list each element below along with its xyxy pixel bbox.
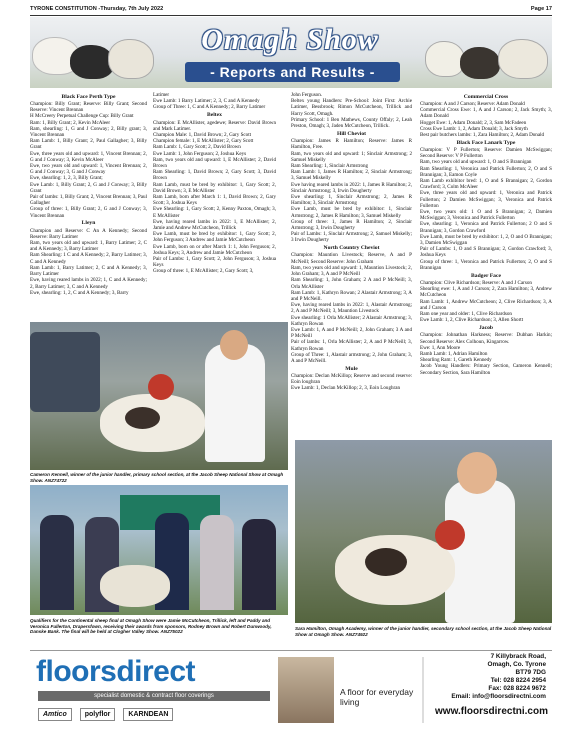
- result-entry: Ewe, three years old and upward: 1, Veronica and Patrick Fullerton; 2 Damien McSwiggan; 3, Veronica and Patrick Fullerton: [420, 190, 552, 209]
- logo-text-direct: direct: [116, 655, 196, 688]
- section-heading: Badger Face: [471, 272, 501, 279]
- result-entry: Pair of Lambs: 1, O and S Brannigan; 2, Gordon Crawford; 3, Joshua Keys: [420, 246, 552, 259]
- result-entry: Shearling Ram: 1, Gareth Kennedy: [420, 357, 492, 364]
- result-entry: Ram Shearling: 1, John Graham; 2 A and P McNeill; 3, Orla McAllister: [291, 277, 412, 290]
- result-entry: Champion: A and J Carson; Reserve: Adam Donald: [420, 100, 525, 107]
- result-entry: Hogget Ewe: 1, Adam Donald; 2, 3, Sam McFadeen: [420, 119, 527, 126]
- result-entry: Ram Shearling: 1, Sinclair Armstrong: [291, 162, 369, 169]
- result-entry: Champion: Mauntion Livestock; Reserve, A and P McNeill; Second Reserve: John Graham: [291, 252, 412, 265]
- result-entry: Ewe Lamb: 1 Barry Latimer; 2, 3, C and A Kennedy: [153, 98, 260, 105]
- result-entry: Latimer: [153, 92, 170, 98]
- sheep-image: [108, 39, 154, 79]
- result-entry: Ram Shearling: 1, Veronica and Patrick Fullerton; 2, O and S Brannigan; 3, Eamon Coyle: [420, 165, 552, 178]
- result-entry: Ewe, shearling: 1, Veronica and Patrick Fullerton; 2 O and S Brannigan; 3, Gordon Crawford: [420, 221, 552, 234]
- result-entry: Ewe shearling: 1 Orla McAllister; 2 Alastair Armstrong; 3, Kathryn Rowan: [291, 314, 412, 327]
- advert-brands: [38, 704, 270, 724]
- result-entry: Ewe Lamb: 1, 2, Clive Richardson; 3, Allen Shortt: [420, 317, 524, 324]
- result-entry: Group of three: 1, E McAllister; 2, Gary Scott; 3,: [153, 268, 254, 275]
- section-heading: Beltex: [207, 112, 222, 119]
- result-entry: Ewe Lamb, born on or after March 1: 1, John Ferguson; 2, Joshua Keys; 3, Andrew and Jamie McCutcheon: [153, 243, 276, 256]
- photo-continental-qualifiers: [30, 485, 288, 615]
- result-entry: Ram Lamb: 1, Gary Scott; 2, David Brown: [153, 144, 241, 151]
- result-entry: Ram Lamb, born after March 1: 1, David Brown; 2, Gary Scott; 3, Joshua Keys: [153, 193, 276, 207]
- result-entry: Ram Lamb: 1, Andrew McCutcheon; 2, Clive Richardson; 3, A and J Carson: [420, 298, 552, 311]
- result-entry: Pair of Lambs: 1, Sinclair Armstrong; 2, Samuel Miskelly; 3 Irwin Dougherty: [291, 231, 412, 244]
- result-entry: Ewe Lamb: 1, Declan McKillop; 2, 3, Eoin Loughran: [291, 385, 401, 392]
- result-entry: Ram Shearling: 1, David Brown; 2, Gary Scott; 3, David Brown: [153, 169, 276, 182]
- result-entry: Ram Lamb exhibitor bred: 1, O and S Brannigan; 2, Gordon Crawford; 3, Colm McAleer: [420, 178, 552, 191]
- result-entry: Champion Male: 1, David Brown; 2, Gary Scott: [153, 131, 252, 138]
- banner-title: Omagh Show: [201, 23, 379, 56]
- result-entry: Jacob Young Handlers: Primary Section, Cameron Kennell; Secondary Section, Sara Hamilton: [420, 363, 552, 376]
- photo-figure: [205, 344, 265, 462]
- section-heading: Lleyn: [81, 220, 96, 227]
- result-entry: Ewe, having reared lambs in 2022; 1, C and A Kennedy; 2, Barry Latimer; 3, C and A Kennedy: [30, 277, 147, 290]
- result-entry: Ram one year and older: 1, Clive Richardson: [420, 311, 512, 318]
- logo-text-floors: floors: [36, 655, 117, 688]
- result-entry: Ewe Lamb: 1, Billy Grant; 2, G and J Conway; 3, Billy Grant: [30, 181, 147, 194]
- photo-figure-head: [457, 452, 497, 494]
- header-publication: TYRONE CONSTITUTION -Thursday, 7th July 2022: [30, 6, 164, 12]
- floorsdirect-advert: [30, 650, 552, 728]
- result-entry: Ram, two years old and upward: 1, O and S Brannigan: [420, 159, 532, 166]
- result-entry: Champion: Declan McKillop; Reserve and second reserve: Eoin loughran: [291, 373, 412, 386]
- result-entry: Pair of lambs: 1, Billy Grant; 2, Vincent Brennan; 3, Paul Gallagher: [30, 193, 147, 207]
- result-entry: H McCreery Perpetual Challenge Cup: Billy Grant: [30, 113, 134, 120]
- photo-rosette: [148, 374, 174, 400]
- result-entry: Group of three: 1, Veronica and Patrick Fullerton; 2, O and S Brannigan: [420, 258, 552, 271]
- result-entry: Ewe, two years old and upward: 1, Vincent Brennan; 2, G and J Conway; 3, G and J Conway: [30, 162, 147, 176]
- result-entry: Ewe, shearling: 1, 2, C and A Kennedy; 3, Barry: [30, 289, 129, 296]
- result-entry: Commercial Cross Ewe: 1, A and J Carson; 2, Jack Smyth; 3, Adam Donald: [420, 107, 552, 120]
- photo-figure: [445, 480, 515, 623]
- photo-sheep: [100, 565, 170, 607]
- photo-figure-head: [220, 330, 248, 360]
- advert-tel: Tel: 028 8224 2954: [490, 677, 546, 684]
- result-entry: Cross Ewe Lamb: 1, 2, Adam Donald; 3, Jack Smyth: [420, 125, 528, 132]
- result-entry: Champion and Reserve: C An A Kennedy; Second Reserve: Barry Latimer: [30, 227, 147, 240]
- result-entry: Ewe, three years old and upward: 1, Vincent Brennan; 2, G and J Conway; 3, Kevin McAleer: [30, 150, 147, 163]
- photo-figure: [242, 519, 276, 610]
- advert-slogan: A floor for everyday living: [340, 687, 414, 707]
- result-entry: Ewe Lamb, must be bred by exhibitor: 1, Sinclair Armstrong; 2, James R Hamilton; 3, Samuel Miskelly: [291, 206, 412, 219]
- caption-2: Qualifiers for the Continental sheep final at Omagh Show were Jamie McCutcheon, Trillick, left and Paddy and Veronica Fullerton, Drapersfown, receiving their awards from sponsors, Rodney Brown and Robert Dunwoody, Danske Bank. The final will be held at Clogher Valley Show. ANZ75022: [30, 618, 272, 635]
- advert-fax: Fax: 028 8224 9672: [488, 685, 546, 692]
- result-entry: Ewe Lamb: 1, A and P McNeill; 2, John Graham; 3 A and P McNeill: [291, 326, 412, 340]
- result-entry: Ewe, having reared lambs in 2022: 1, E McAllister; 2, Jamie and Andrew McCutcheon, Trillick: [153, 218, 276, 231]
- brand-logo: KARNDEAN: [123, 708, 173, 721]
- header-page-number: Page 17: [530, 6, 552, 12]
- photo-figure: [200, 515, 234, 610]
- show-banner: [30, 17, 552, 88]
- result-entry: Champion: Johnathan Harkness; Reserve: Dubhan Harkin; Second Reserve: Alex Colhoun, Kingarrow.: [420, 332, 552, 345]
- advert-tagline: specialist domestic & contract floor coverings: [38, 691, 270, 701]
- result-entry: Ewe, two years old: 1 O and S Brannigan; 2, Damien McSwiggan; 3, Veronica and Patrick Fullerton: [420, 209, 552, 222]
- result-entry: Ram Lamb: 1, Billy Grant; 2, Paul Gallagher; 3, Billy Grant: [30, 138, 147, 151]
- result-entry: Group of three: 1, Billy Grant; 2, G and J Conway; 3, Vincent Brennan: [30, 206, 147, 219]
- section-heading: Black Face Lanark Type: [456, 139, 516, 146]
- sheep-image: [460, 47, 500, 79]
- result-entry: Ram: 1, Billy Grant; 2, Kevin McAleer: [30, 119, 111, 126]
- result-entry: Beltex young Handlers: Pre-School: Joint First: Archie Latimer, Bessbrook; Rimon McCutcheon, Trillick and Harry Scott, Omagh.: [291, 98, 412, 117]
- result-entry: Ewe having reared lambs in 2022: 1, James R Hamilton; 2, Sinclair Armstrong; 3, Irwin Dougherty: [291, 181, 412, 194]
- results-column-1: [30, 92, 147, 317]
- result-entry: Ram, two years old and upward: 1, E McAllister; 2, David Brown: [153, 156, 276, 169]
- page-header: [30, 6, 552, 16]
- result-entry: Ewe Shearling: 1, Gary Scott; 2, Kenny Paxton, Omagh; 3, E McAllister: [153, 206, 276, 219]
- caption-3: Sara Hamilton, Omagh Academy, winner of the junior handler, secondary school section, at the Jacob Sheep National Show at Omagh Show. ANZ74922: [295, 626, 552, 637]
- results-column-4: [420, 92, 552, 437]
- floorsdirect-logo: [36, 655, 266, 691]
- result-entry: Champion: V P Fullerton; Reserve: Damien McSwiggan; Second Reserve: V P Fullerton: [420, 147, 552, 160]
- photo-crowd: [30, 332, 100, 412]
- caption-1: Cameron Kennell, winner of the junior handler, primary school section, at the Jacob Sheep National Show at Omagh Show. ANZ74722: [30, 472, 284, 483]
- result-entry: Ram Lamb: 1, James R Hamilton; 2, Sinclair Armstrong; 3, Samuel Miskelly: [291, 169, 412, 182]
- result-entry: Champion female: 1, E McAllister; 2, Gary Scott: [153, 138, 254, 145]
- advert-website-link[interactable]: www.floorsdirectni.com: [435, 706, 548, 717]
- result-entry: Best pair butchers lambs: 1, Zara Hamilton; 2, Adam Donald: [420, 131, 545, 138]
- result-entry: Champion: James R Hamilton; Reserve: James R Hamilton, Free.: [291, 138, 412, 151]
- result-entry: Ram, two years old and upward: 1, Barry Latimer; 2, C and A Kennedy; 3, Barry Latimer: [30, 240, 147, 253]
- result-entry: John Ferguson.: [291, 92, 323, 98]
- results-column-2: [153, 92, 276, 317]
- result-entry: Ram Lamb: 1, Kathryn Rowan; 2 Alastair Armstrong; 3, A and P McNeill.: [291, 289, 412, 302]
- result-entry: Ram, two years old and upward: 1, Mauntion Livestock; 2, John Graham; 3, A and P McNeill: [291, 264, 412, 278]
- result-entry: Ewe Lamb, must be bred by exhibitor: 1, Gary Scott; 2, John Ferguson; 3 Andrew and Jamie McCutcheon: [153, 231, 276, 244]
- brand-logo: polyflor: [80, 708, 116, 721]
- result-entry: Ewe: 1, Ann Moore: [420, 344, 461, 351]
- sheep-image: [425, 41, 465, 77]
- result-entry: Ewe shearling: 1, Sinclair Armstrong; 2, James R Hamilton; 3, Sinclair Armstrong: [291, 193, 412, 207]
- result-entry: Champion: E McAllister, agedewe; Reserve: David Brown and Mark Latimer.: [153, 119, 276, 132]
- result-entry: Ewe, having reared lambs in 2022: 1, Alastair Armstrong; 2, A and P McNeill; 3, Mauntion Livestock: [291, 302, 412, 315]
- photo-sheep-patch: [125, 407, 160, 429]
- advert-address-line: Omagh, Co. Tyrone: [487, 661, 546, 668]
- advert-email[interactable]: Email: info@floorsdirectni.com: [451, 693, 546, 700]
- advert-contact: [426, 653, 546, 701]
- result-entry: Ewe Lamb: 1, John Ferguson; 2, Joshua Keys: [153, 150, 247, 157]
- section-heading: North Country Cheviot: [323, 245, 380, 252]
- result-entry: Pair of Lambs: 1, Gary Scott; 2, John Ferguson; 3, Joshua Keys: [153, 255, 276, 269]
- result-entry: Ram Shearling: 1 C and A Kennedy; 2, Barry Latimer; 3, C and A Kennedy: [30, 252, 147, 265]
- section-heading: Hill Cheviot: [336, 130, 367, 137]
- section-heading: Black Face Perth Type: [61, 93, 116, 100]
- section-heading: Jacob: [479, 324, 493, 331]
- banner-subtitle: - Reports and Results -: [185, 62, 400, 82]
- brand-logo: Amtico: [38, 708, 72, 721]
- result-entry: Shearling ewe: 1, A and J Carson; 2, Zara Hamilton; 3, Andrew McCutcheon: [420, 286, 552, 299]
- result-entry: Group of Three: 1, Alastair armstrong; 2, John Graham; 3, A and P McNeill.: [291, 351, 412, 364]
- advert-house-image: [278, 657, 334, 723]
- results-column-3: [291, 92, 412, 494]
- result-entry: Group of Three: 1, C and A Kennedy; 2, Barry Latimer: [153, 104, 266, 111]
- photo-sheep-patch: [365, 548, 407, 576]
- result-entry: Group of three: 1, James R Hamilton; 2, Sinclair Armstrong; 3, Irwin Dougherty: [291, 218, 412, 231]
- result-entry: Primary School: 1 Ben Mathews, County Offaly; 2, Leah Preston, Omagh; 3, Jaden McCutcheon, Trillick.: [291, 116, 412, 130]
- section-heading: Mule: [345, 365, 358, 372]
- result-entry: Ewe Lamb, must be bred by exhibitor: 1, 2, O and O Brannigan; 3, Damien McSwiggan: [420, 233, 552, 247]
- sheep-image: [498, 39, 548, 79]
- result-entry: Ram Lamb: 1, Barry Latimer; 2, C and A Kennedy; 3, Barry Latimer: [30, 264, 147, 278]
- result-entry: Ewe, shearling: 1, 2, 3, Billy Grant;: [30, 175, 103, 182]
- photo-rosette: [435, 520, 465, 550]
- result-entry: Ram, shearling: 1, G and J Conway; 2, Billy grant; 3, Vincent Brennan: [30, 125, 147, 138]
- result-entry: Ram, two years old and upward: 1; Sinclair Armstrong; 2 Samuel Miskelly: [291, 150, 412, 163]
- photo-junior-handler-primary: [30, 322, 288, 470]
- result-entry: Champion: Clive Richardson; Reserve: A and J Carson: [420, 280, 532, 286]
- result-entry: Ramb Lamb: 1, Adrian Hamilton: [420, 350, 488, 357]
- photo-figure: [40, 515, 74, 610]
- section-heading: Commercial Cross: [463, 93, 509, 100]
- photo-junior-handler-secondary: [295, 440, 552, 623]
- advert-postcode: BT79 7DG: [515, 669, 546, 676]
- result-entry: Ram Lamb, must be bred by exhibitor: 1, Gary Scott; 2, David Brown; 3, E McAllister: [153, 181, 276, 194]
- result-entry: Champion: Billy Grant; Reserve: Billy Grant; Second Reserve: Vincent Brennan: [30, 100, 147, 114]
- result-entry: Pair of lambs: 1, Orla McAllister; 2, A and P McNeill; 3, Kathryn Rowan: [291, 339, 412, 352]
- advert-address-line: 7 Killybrack Road,: [490, 653, 546, 660]
